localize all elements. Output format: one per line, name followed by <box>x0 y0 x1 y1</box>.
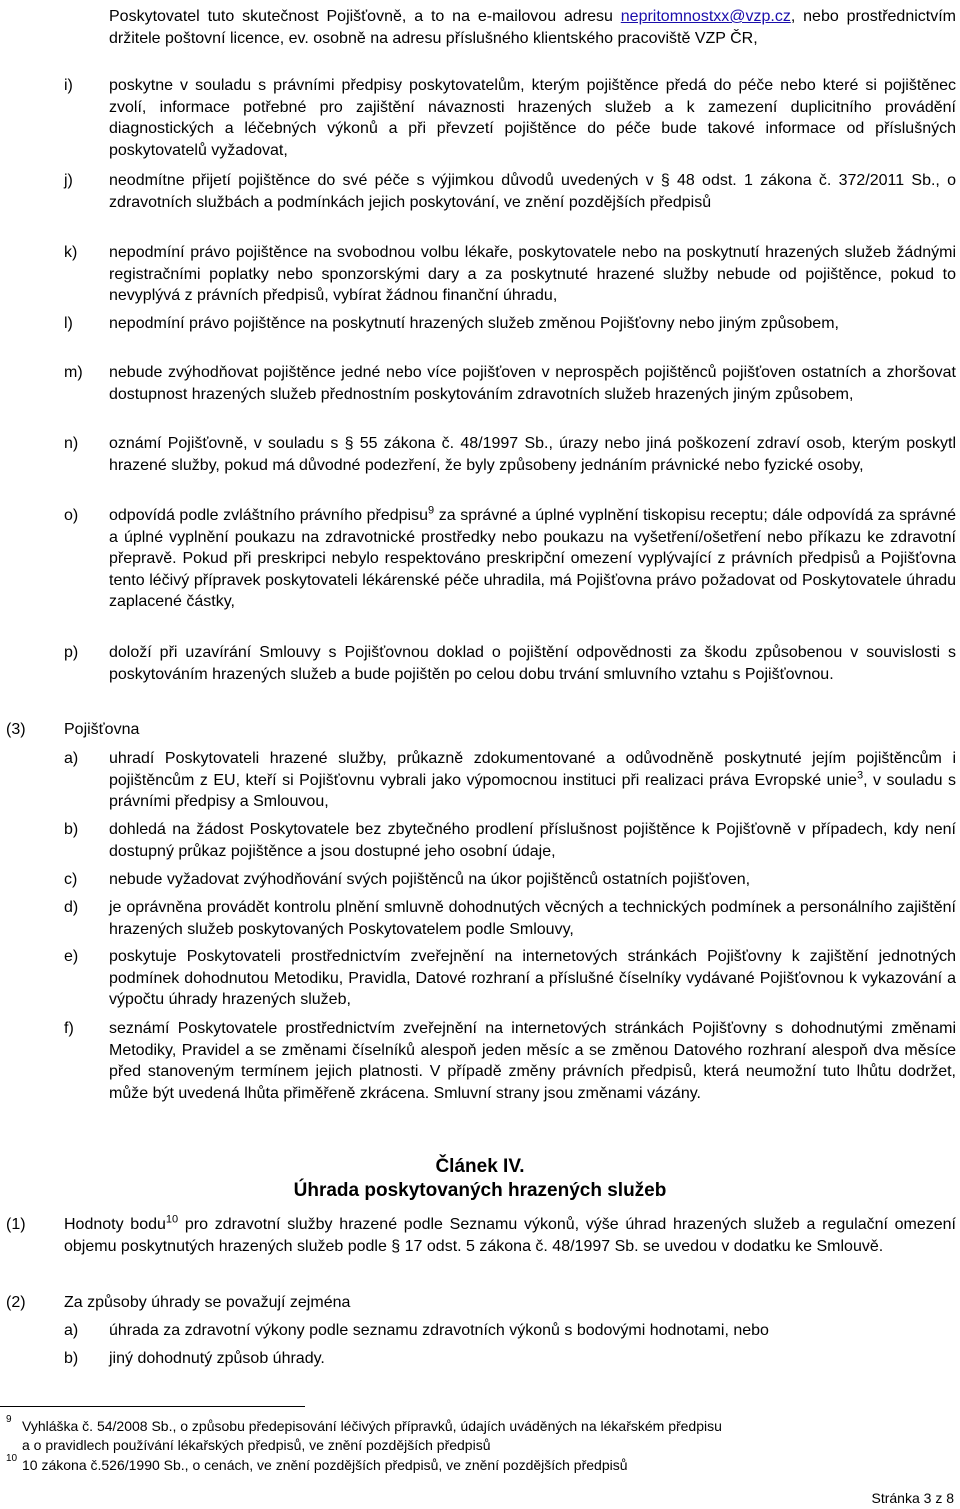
item-n-text: oznámí Pojišťovně, v souladu s § 55 zákona č. 48/1997 Sb., úrazy nebo jiná poškození zdraví osob, kterým poskytl hrazené služby, pokud má důvodné podezření, že byly způsobeny jednáním právnické nebo fyzické osoby, <box>109 435 956 474</box>
section-3-title: Pojišťovna <box>64 721 140 738</box>
footnote-10-text: 10 zákona č.526/1990 Sb., o cenách, ve znění pozdějších předpisů, ve znění pozdějších předpisů <box>22 1457 628 1473</box>
article-p1-number: (1) <box>6 1216 26 1233</box>
s3-item-a-part2: , v souladu s právními předpisy a Smlouvou, <box>109 771 957 810</box>
item-label-k: k) <box>64 244 78 261</box>
article-p2-item-b-text: jiný dohodnutý způsob úhrady. <box>109 1350 325 1367</box>
footnote-9-line1: Vyhláška č. 54/2008 Sb., o způsobu předepisování léčivých přípravků, údajích uváděných na lékařském předpisu <box>22 1418 722 1434</box>
article-p2-item-label-b: b) <box>64 1350 79 1367</box>
item-k-text: nepodmíní právo pojištěnce na svobodnou volbu lékaře, poskytovatele nebo na poskytnutí hrazených služeb žádnými registračními poplatky nebo sponzorskými dary a za poskytnuté hrazené služby nebude od pojištěnce, pokud to nevyplývá z právních předpisů, vybírat žádnou finanční úhradu, <box>109 244 956 304</box>
item-label-n: n) <box>64 435 79 452</box>
s3-item-label-f: f) <box>64 1020 74 1037</box>
footnote-9-number: 9 <box>6 1414 12 1425</box>
s3-item-label-a: a) <box>64 750 79 767</box>
s3-item-a-part1: uhradí Poskytovateli hrazené služby, průkazně zdokumentované a odůvodněně poskytnuté jejím pojištěncům i pojištěncům z EU, kteří si Pojišťovnu vybrali jako výpomocnou instituci při realizaci práva Evropské unie <box>109 750 956 789</box>
item-label-j: j) <box>64 172 73 189</box>
section-3-number: (3) <box>6 721 26 738</box>
s3-item-d-text: je oprávněna provádět kontrolu plnění smluvně dohodnutých věcných a technických podmínek a personálního zajištění hrazených služeb poskytovaných Poskytovatelem podle Smlouvy, <box>109 899 956 938</box>
article-p1-part1: Hodnoty bodu <box>64 1216 166 1233</box>
item-label-l: l) <box>64 315 73 332</box>
footnote-divider <box>0 1406 305 1407</box>
intro-paragraph <box>109 6 956 49</box>
footnote-ref-3: 3 <box>856 769 864 782</box>
item-label-i: i) <box>64 77 73 94</box>
s3-item-label-b: b) <box>64 821 79 838</box>
article-p2-number: (2) <box>6 1294 26 1311</box>
page-number: Stránka 3 z 8 <box>871 1490 954 1506</box>
item-p-text: doloží při uzavírání Smlouvy s Pojišťovnou doklad o pojištění odpovědnosti za škodu způsobenou v souvislosti s poskytováním hrazených služeb a bude pojištěn po celou dobu trvání smluvního vztahu s Pojišťovnou. <box>109 644 956 683</box>
intro-text-after: , nebo prostřednictvím držitele poštovní licence, ev. osobně na adresu příslušného klientského pracoviště VZP ČR, <box>109 8 956 47</box>
article-title: Úhrada poskytovaných hrazených služeb <box>293 1180 667 1201</box>
item-l-text: nepodmíní právo pojištěnce na poskytnutí hrazených služeb změnou Pojišťovny nebo jiným způsobem, <box>109 315 839 332</box>
s3-item-label-c: c) <box>64 871 78 888</box>
s3-item-f-text: seznámí Poskytovatele prostřednictvím zveřejnění na internetových stránkách Pojišťovny s dohodnutými změnami Metodiky, Pravidel a se změnami číselníků alespoň jeden měsíc a se změnou Datového rozhraní alespoň dva měsíce před stanoveným termínem jejich platnosti. V případě změny právních předpisů, která neumožní tuto lhůtu dodržet, může být uvedená lhůta přiměřeně zkrácena. Smluvní strany jsou změnami vázány. <box>109 1020 956 1102</box>
s3-item-c-text: nebude vyžadovat zvýhodňování svých pojištěnců na úkor pojištěnců ostatních pojišťoven, <box>109 871 751 888</box>
s3-item-label-d: d) <box>64 899 79 916</box>
footnote-9-line2: a o pravidlech používání lékařských předpisů, ve znění pozdějších předpisů <box>22 1437 491 1453</box>
intro-text-before: Poskytovatel tuto skutečnost Pojišťovně, a to na e-mailovou adresu <box>109 8 621 25</box>
s3-item-e-text: poskytuje Poskytovateli prostřednictvím zveřejnění na internetových stránkách Pojišťovny k zajištění jednotných podmínek dohodnutou Metodiku, Pravidla, Datové rozhraní a příslušné číselníky vydávané Pojišťovnou k vykazování a výpočtu úhrady hrazených služeb, <box>109 948 956 1008</box>
article-p2-item-label-a: a) <box>64 1322 79 1339</box>
item-o-text <box>109 505 956 613</box>
article-p1-part2: pro zdravotní služby hrazené podle Seznamu výkonů, výše úhrad hrazených služeb a regulační omezení objemu poskytnutých hrazených služeb podle § 17 odst. 5 zákona č. 48/1997 Sb. se uvedou v dodatku ke Smlouvě. <box>64 1216 957 1255</box>
item-label-p: p) <box>64 644 79 661</box>
article-p2-title: Za způsoby úhrady se považují zejména <box>64 1294 351 1311</box>
item-o-text-part1: odpovídá podle zvláštního právního předpisu <box>109 507 429 524</box>
footnote-ref-10: 10 <box>165 1213 179 1226</box>
item-j-text: neodmítne přijetí pojištěnce do své péče s výjimkou důvodů uvedených v § 48 odst. 1 zákona č. 372/2011 Sb., o zdravotních službách a podmínkách jejich poskytování, ve znění pozdějších předpisů <box>109 172 956 211</box>
s3-item-b-text: dohledá na žádost Poskytovatele bez zbytečného prodlení příslušnost pojištěnce k Pojišťovně v případech, kdy není dostupný průkaz pojištěnce a jsou dostupné jeho osobní údaje, <box>109 821 956 860</box>
item-i-text: poskytne v souladu s právními předpisy poskytovatelům, kterým pojištěnce předá do péče nebo které si pojištěnec zvolí, informace potřebné pro zajištění návaznosti hrazených služeb a k zamezení duplicitního provádění diagnostických a léčebných výkonů a při převzetí pojištěnce do péče bude takové informace od příslušných poskytovatelů vyžadovat, <box>109 77 956 159</box>
article-p2-item-a-text: úhrada za zdravotní výkony podle seznamu zdravotních výkonů s bodovými hodnotami, nebo <box>109 1322 769 1339</box>
item-label-m: m) <box>64 364 83 381</box>
s3-item-label-e: e) <box>64 948 79 965</box>
email-link[interactable]: nepritomnostxx@vzp.cz <box>620 8 791 25</box>
item-m-text: nebude zvýhodňovat pojištěnce jedné nebo více pojišťoven v neprospěch pojištěnců pojišťoven ostatních a zhoršovat dostupnost hrazených služeb přednostním poskytováním zdravotních služeb hrazených jiným způsobem, <box>109 364 956 403</box>
article-number: Článek IV. <box>435 1156 525 1177</box>
s3-item-a-text <box>109 748 956 813</box>
article-p1-text <box>64 1214 956 1257</box>
item-label-o: o) <box>64 507 79 524</box>
item-o-text-part2: za správné a úplné vyplnění tiskopisu receptu; dále odpovídá za správné a úplné vyplnění poukazu na zdravotnické prostředky nebo poukazu na vyšetření/ošetření nebo příkazu ke zdravotní přepravě. Pokud při preskripci nebylo respektováno preskripční omezení vyplývající z právních předpisů a Pojišťovna tento léčivý přípravek poskytovateli lékárenské péče uhradila, má Pojišťovna právo požadovat od Poskytovatele úhradu zaplacené částky, <box>109 507 957 610</box>
footnote-10-number: 10 <box>6 1453 18 1464</box>
footnote-ref-9: 9 <box>428 504 435 517</box>
